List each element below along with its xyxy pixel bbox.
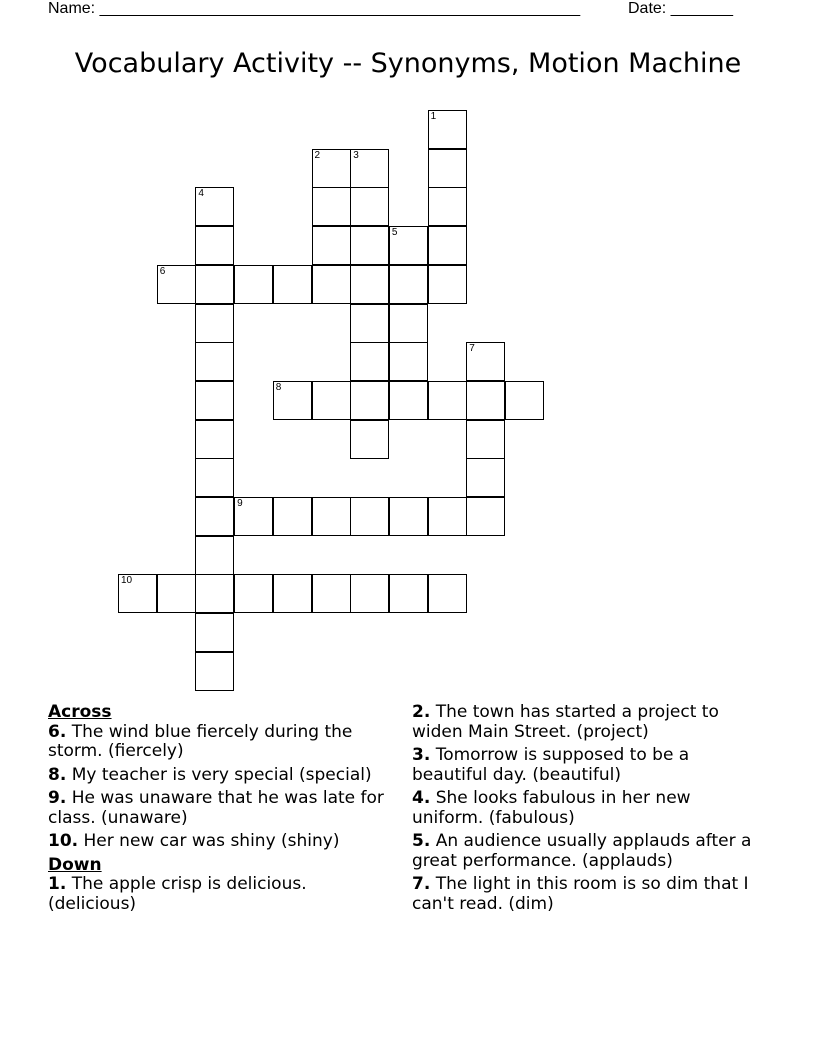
clue-item <box>412 746 762 785</box>
crossword-cell[interactable] <box>428 265 467 304</box>
clue-number: 6 <box>159 265 166 277</box>
date-field[interactable]: Date: _______ <box>628 0 733 17</box>
crossword-cell[interactable] <box>118 574 157 613</box>
clue-number: 9 <box>237 498 243 509</box>
clue-text: The apple crisp is delicious. (delicious) <box>48 874 307 914</box>
crossword-cell[interactable] <box>273 574 312 613</box>
crossword-cell[interactable] <box>389 574 428 613</box>
clue-text: Tomorrow is supposed to be a beautiful day. (beautiful) <box>412 745 690 785</box>
clues-right-column <box>412 703 762 918</box>
crossword-cell[interactable] <box>466 497 505 536</box>
clue-number-label: 7. <box>412 874 431 894</box>
clue-number-label: 2. <box>412 702 431 722</box>
crossword-cell[interactable] <box>312 381 351 420</box>
crossword-cell[interactable] <box>428 574 467 613</box>
clue-text: Her new car was shiny (shiny) <box>78 831 340 851</box>
crossword-cell[interactable] <box>312 497 351 536</box>
crossword-cell[interactable] <box>389 381 428 420</box>
crossword-cell[interactable] <box>195 497 234 536</box>
clue-text: She looks fabulous in her new uniform. (fabulous) <box>412 788 691 828</box>
crossword-cell[interactable] <box>195 342 234 381</box>
crossword-cell[interactable] <box>389 265 428 304</box>
crossword-cell[interactable] <box>273 497 312 536</box>
crossword-cell[interactable] <box>157 265 196 304</box>
crossword-cell[interactable] <box>195 304 234 343</box>
crossword-cell[interactable] <box>389 342 428 381</box>
crossword-cell[interactable] <box>195 420 234 459</box>
crossword-cell[interactable] <box>428 381 467 420</box>
clue-item <box>48 723 393 762</box>
crossword-cell[interactable] <box>466 381 505 420</box>
crossword-cell[interactable] <box>389 497 428 536</box>
crossword-cell[interactable] <box>428 187 467 226</box>
crossword-cell[interactable] <box>234 265 273 304</box>
across-clue-list <box>48 723 393 852</box>
crossword-cell[interactable] <box>466 458 505 497</box>
crossword-cell[interactable] <box>350 149 389 188</box>
crossword-cell[interactable] <box>389 304 428 343</box>
crossword-cell[interactable] <box>195 613 234 652</box>
crossword-cell[interactable] <box>350 420 389 459</box>
clue-number: 8 <box>275 381 282 393</box>
clue-item <box>48 766 393 786</box>
crossword-cell[interactable] <box>389 226 428 265</box>
crossword-cell[interactable] <box>350 187 389 226</box>
crossword-cell[interactable] <box>428 226 467 265</box>
clue-number-label: 4. <box>412 788 431 808</box>
crossword-cell[interactable] <box>195 652 234 691</box>
clue-number-label: 5. <box>412 831 431 851</box>
clue-number-label: 10. <box>48 831 79 851</box>
clue-text: An audience usually applauds after a great performance. (applauds) <box>412 831 752 871</box>
crossword-cell[interactable] <box>195 187 234 226</box>
crossword-cell[interactable] <box>466 342 505 381</box>
crossword-cell[interactable] <box>350 226 389 265</box>
name-field[interactable]: Name: ______________________________________________________ <box>48 0 581 17</box>
crossword-cell[interactable] <box>350 304 389 343</box>
crossword-cell[interactable] <box>428 497 467 536</box>
crossword-cell[interactable] <box>157 574 196 613</box>
clue-item <box>412 832 762 871</box>
crossword-cell[interactable] <box>428 110 467 149</box>
crossword-cell[interactable] <box>350 574 389 613</box>
clue-item <box>48 789 393 828</box>
crossword-cell[interactable] <box>234 497 273 536</box>
crossword-cell[interactable] <box>234 574 273 613</box>
clue-text: The wind blue fiercely during the storm. (fiercely) <box>48 721 353 761</box>
clue-item <box>412 875 762 914</box>
clue-number: 2 <box>314 149 321 161</box>
crossword-cell[interactable] <box>350 381 389 420</box>
clue-text: The town has started a project to widen Main Street. (project) <box>412 702 719 742</box>
clues-left-column <box>48 703 393 918</box>
clue-number: 5 <box>391 227 398 239</box>
crossword-cell[interactable] <box>505 381 544 420</box>
crossword-cell[interactable] <box>466 420 505 459</box>
clue-text: He was unaware that he was late for class. (unaware) <box>48 788 384 828</box>
down-clue-list <box>48 875 393 914</box>
crossword-cell[interactable] <box>428 149 467 188</box>
crossword-cell[interactable] <box>195 458 234 497</box>
crossword-cell[interactable] <box>350 497 389 536</box>
across-heading: Across <box>48 702 112 722</box>
clue-item <box>412 789 762 828</box>
clue-number-label: 1. <box>48 874 67 894</box>
crossword-cell[interactable] <box>312 574 351 613</box>
crossword-cell[interactable] <box>312 226 351 265</box>
crossword-cell[interactable] <box>350 342 389 381</box>
clue-number: 4 <box>198 188 204 200</box>
clue-number: 7 <box>469 343 475 355</box>
crossword-cell[interactable] <box>350 265 389 304</box>
clue-item <box>412 703 762 742</box>
clue-number-label: 6. <box>48 721 67 742</box>
crossword-cell[interactable] <box>273 265 312 304</box>
clue-number-label: 9. <box>48 788 67 808</box>
clue-text: The light in this room is so dim that I can't read. (dim) <box>412 874 749 914</box>
clue-number: 10 <box>121 575 133 587</box>
down-heading: Down <box>48 854 102 875</box>
clue-number-label: 3. <box>412 745 431 765</box>
crossword-cell[interactable] <box>195 574 234 613</box>
clue-number: 3 <box>353 149 359 161</box>
clue-number-label: 8. <box>48 764 67 785</box>
page-title: Vocabulary Activity -- Synonyms, Motion Machine <box>74 48 742 79</box>
clue-number: 1 <box>430 111 437 122</box>
crossword-cell[interactable] <box>195 536 234 575</box>
crossword-cell[interactable] <box>312 187 351 226</box>
clue-item <box>48 832 393 852</box>
clue-text: My teacher is very special (special) <box>66 764 372 785</box>
crossword-cell[interactable] <box>312 265 351 304</box>
clue-item <box>48 875 393 914</box>
crossword-cell[interactable] <box>273 381 312 420</box>
down-clue-list-continued <box>412 703 762 914</box>
crossword-cell[interactable] <box>312 149 351 188</box>
crossword-cell[interactable] <box>195 226 234 265</box>
crossword-cell[interactable] <box>195 265 234 304</box>
crossword-cell[interactable] <box>195 381 234 420</box>
